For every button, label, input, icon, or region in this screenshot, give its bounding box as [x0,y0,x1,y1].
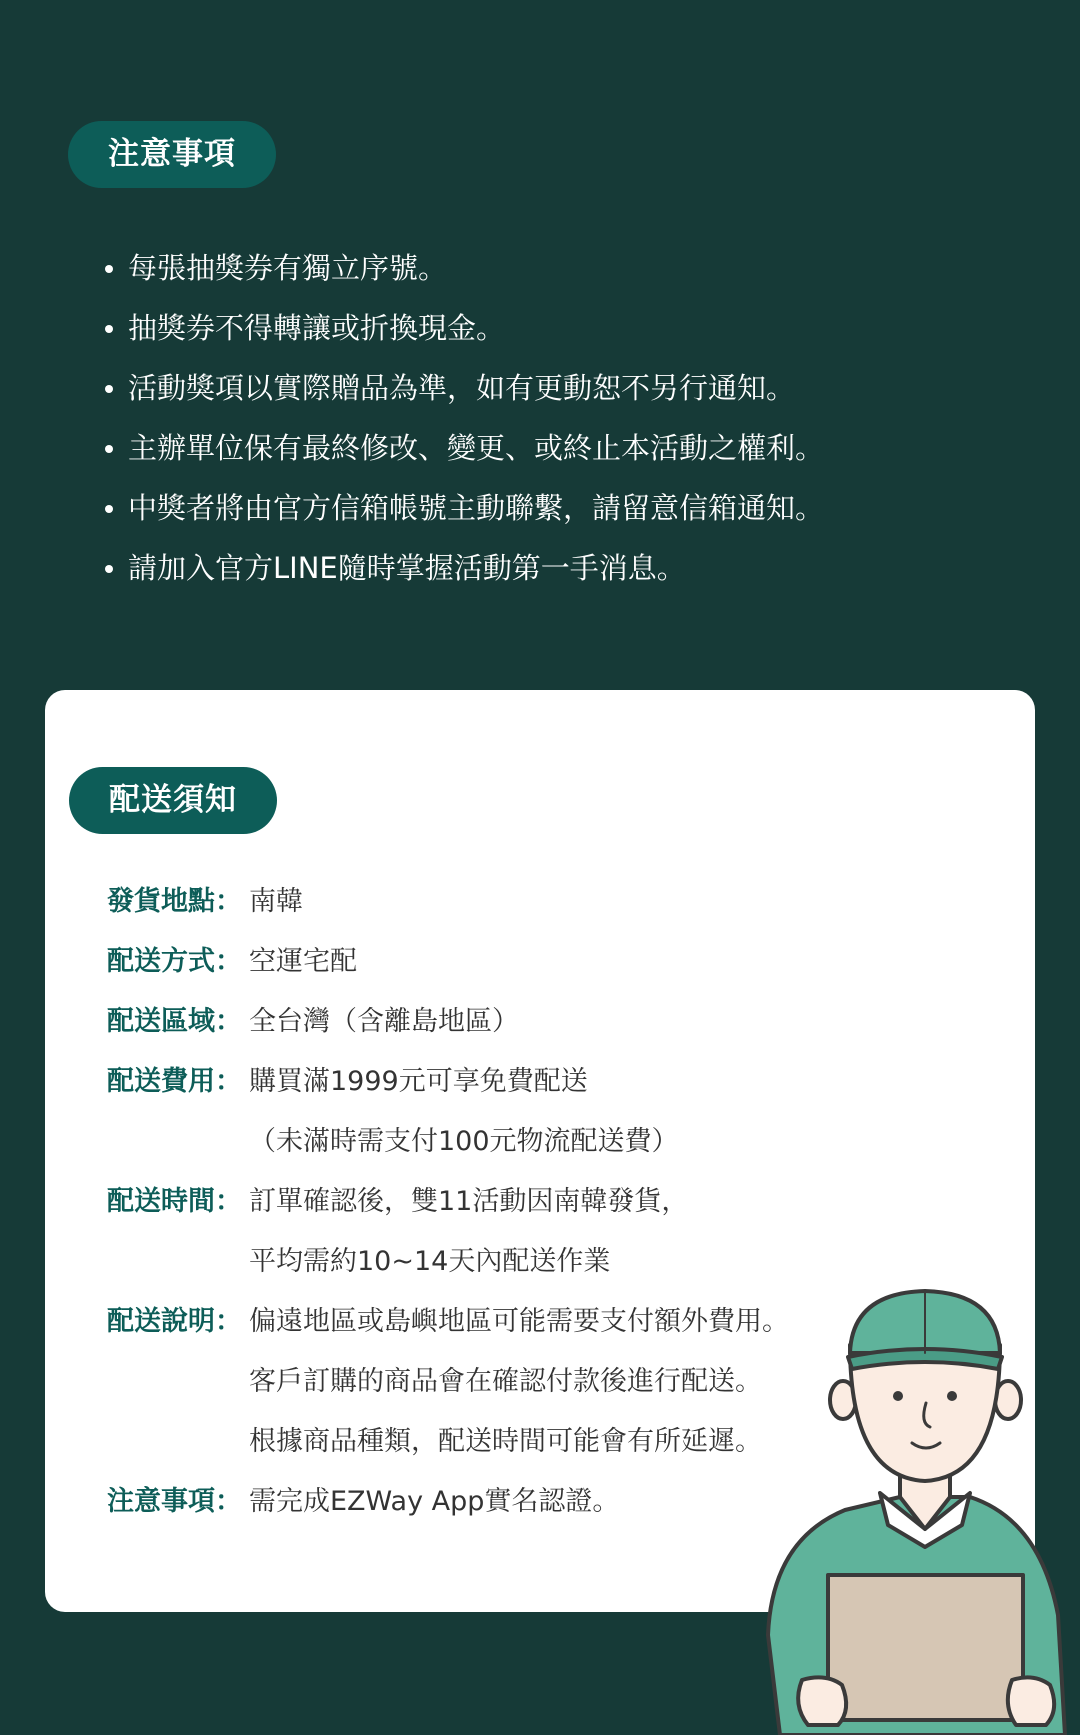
row-value: 購買滿1999元可享免費配送 [249,1066,588,1097]
notice-title: 注意事項 [68,121,276,188]
notice-item-text: 中獎者將由官方信箱帳號主動聯繫，請留意信箱通知。 [128,491,825,525]
row-value: 訂單確認後，雙11活動因南韓發貨， [249,1186,689,1217]
row-value: 偏遠地區或島嶼地區可能需要支付額外費用。 [249,1306,789,1337]
row-label: 配送方式： [107,946,242,977]
delivery-row [107,992,789,1052]
notice-item [100,418,824,478]
delivery-row [107,1292,789,1352]
delivery-info-list [107,872,789,1532]
row-value: 南韓 [249,886,303,917]
bullet-icon [105,265,113,273]
row-value: 平均需約10~14天內配送作業 [249,1246,611,1277]
row-label: 注意事項： [107,1486,242,1517]
row-label [107,1112,249,1172]
row-value: 根據商品種類，配送時間可能會有所延遲。 [249,1426,762,1457]
notice-item [100,238,824,298]
notice-item-text: 活動獎項以實際贈品為準，如有更動恕不另行通知。 [128,371,796,405]
notice-item-text: 主辦單位保有最終修改、變更、或終止本活動之權利。 [128,431,825,465]
row-value: 客戶訂購的商品會在確認付款後進行配送。 [249,1366,762,1397]
notice-item [100,478,824,538]
row-label: 配送費用： [107,1066,242,1097]
delivery-man-illustration [740,1285,1080,1735]
bullet-icon [105,505,113,513]
delivery-row [107,1472,789,1532]
notice-item [100,538,824,598]
row-label: 配送說明： [107,1306,242,1337]
delivery-title: 配送須知 [69,767,277,834]
delivery-row [107,1352,789,1412]
notice-item [100,358,824,418]
row-label: 配送區域： [107,1006,242,1037]
delivery-row [107,1412,789,1472]
delivery-row [107,1232,789,1292]
row-value: （未滿時需支付100元物流配送費） [249,1126,679,1157]
delivery-row [107,1172,789,1232]
row-value: 需完成EZWay App實名認證。 [249,1486,620,1517]
bullet-icon [105,325,113,333]
row-label [107,1352,249,1412]
delivery-row [107,1052,789,1112]
row-label [107,1232,249,1292]
row-value: 全台灣（含離島地區） [249,1006,519,1037]
notice-item-text: 抽獎券不得轉讓或折換現金。 [128,311,506,345]
row-label [107,1412,249,1472]
row-label: 配送時間： [107,1186,242,1217]
notice-item-text: 請加入官方LINE隨時掌握活動第一手消息。 [128,551,686,585]
bullet-icon [105,445,113,453]
row-value: 空運宅配 [249,946,357,977]
bullet-icon [105,565,113,573]
delivery-row [107,1112,789,1172]
notice-list [100,238,824,598]
row-label: 發貨地點： [107,886,242,917]
notice-item [100,298,824,358]
bullet-icon [105,385,113,393]
notice-item-text: 每張抽獎券有獨立序號。 [128,251,448,285]
delivery-row [107,872,789,932]
delivery-row [107,932,789,992]
